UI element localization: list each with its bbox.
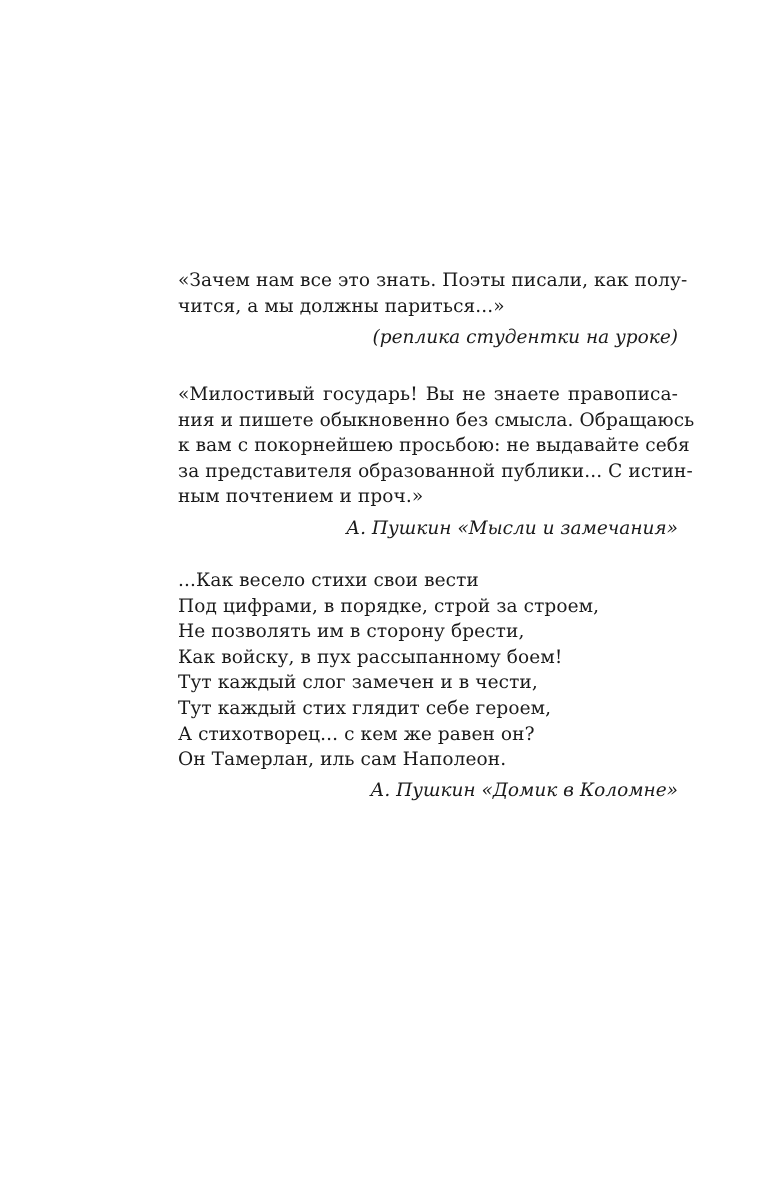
quote-line: ния и пишете обыкновенно без смысла. Обращаюсь (178, 409, 695, 431)
quote-line: за представителя образованной публики... С истин- (178, 460, 693, 482)
quote-line: ным почтением и проч.» (178, 486, 424, 508)
poem-line: Тут каждый стих глядит себе героем, (178, 697, 552, 719)
quote-line: чится, а мы должны париться...» (178, 295, 505, 317)
epigraph-attribution: А. Пушкин «Домик в Коломне» (370, 779, 678, 801)
poem-line: ...Как весело стихи свои вести (178, 570, 479, 591)
epigraph-attribution: (реплика студентки на уроке) (372, 327, 678, 349)
poem-line: Тут каждый слог замечен и в чести, (178, 672, 538, 694)
poem-line: А стихотворец... с кем же равен он? (178, 723, 535, 745)
epigraph-student-remark (178, 268, 688, 351)
poem-line: Как войску, в пух рассыпанному боем! (178, 646, 563, 668)
poem-line: Он Тамерлан, иль сам Наполеон. (178, 749, 507, 771)
quote-line: к вам с покорнейшею просьбою: не выдавайте себя (178, 435, 690, 457)
quote-line: «Милостивый государь! Вы не знаете правописа- (178, 384, 678, 405)
quote-line: «Зачем нам все это знать. Поэты писали, как полу- (178, 270, 688, 291)
epigraph-attribution: А. Пушкин «Мысли и замечания» (346, 517, 678, 539)
epigraph-pushkin-kolomna (178, 568, 678, 804)
poem-line: Не позволять им в сторону брести, (178, 621, 525, 643)
epigraph-pushkin-thoughts (178, 382, 695, 542)
poem-line: Под цифрами, в порядке, строй за строем, (178, 595, 600, 617)
